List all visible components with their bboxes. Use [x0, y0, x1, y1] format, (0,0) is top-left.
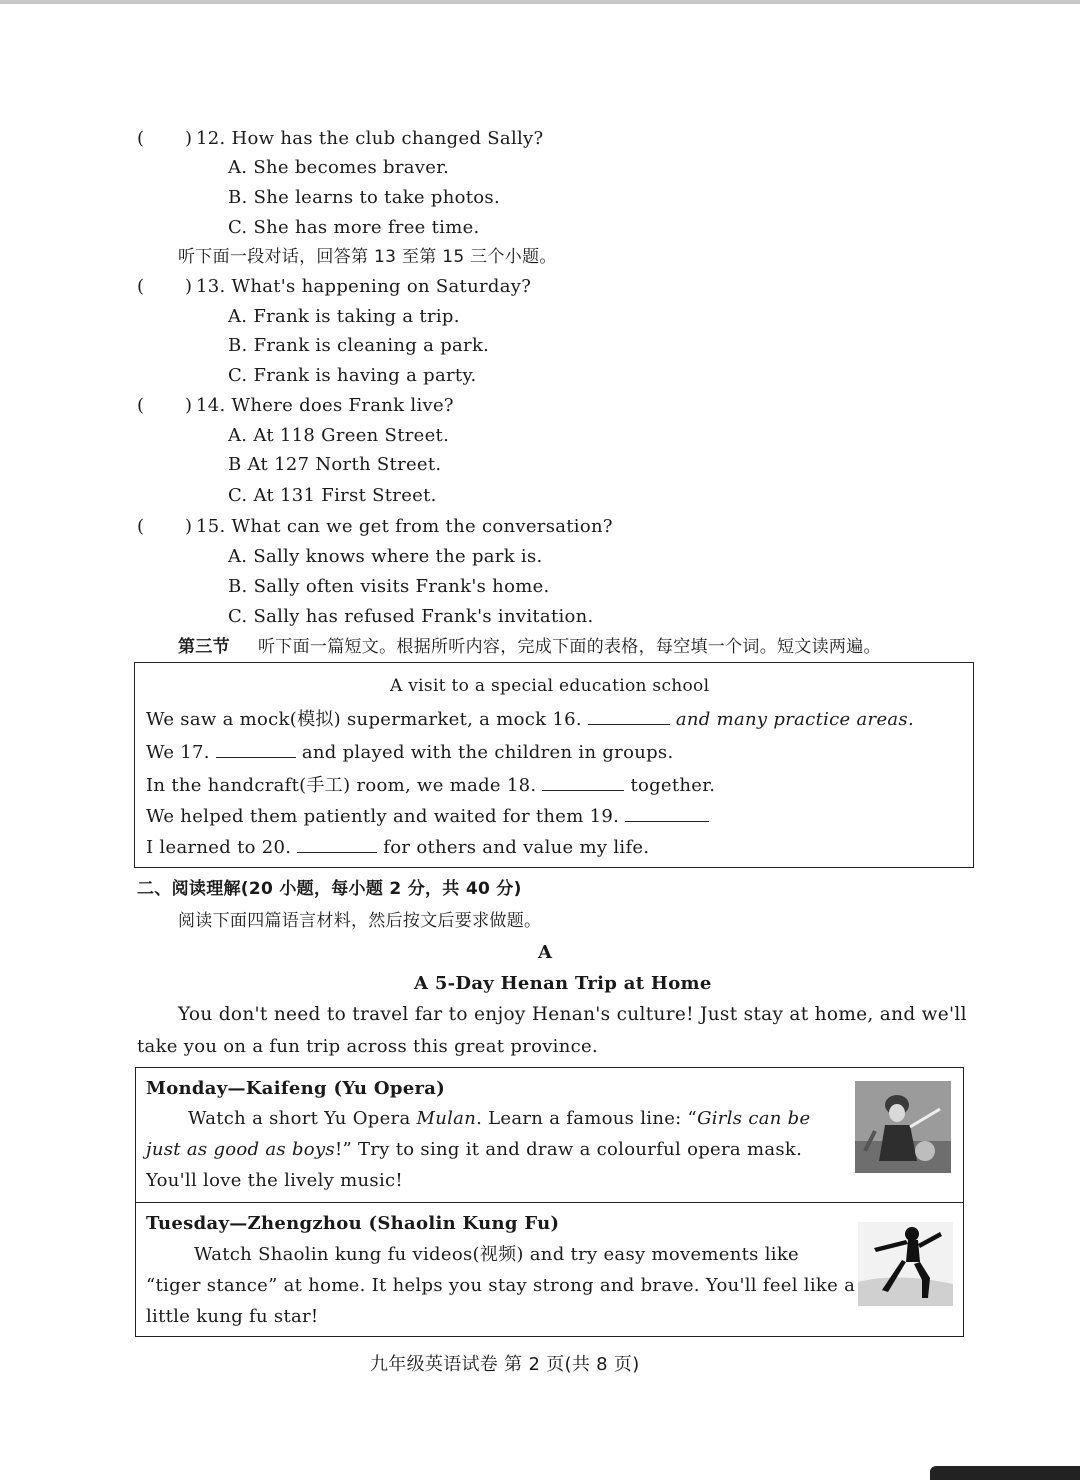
- notes-text: and many practice areas.: [675, 709, 914, 730]
- notes-text: together.: [630, 775, 716, 796]
- blank-20[interactable]: [297, 834, 377, 853]
- answer-paren-open: (: [137, 395, 145, 416]
- blank-17[interactable]: [216, 739, 296, 758]
- part2-instruction: 阅读下面四篇语言材料，然后按文后要求做题。: [178, 911, 542, 931]
- answer-paren-open: (: [137, 276, 145, 297]
- option: A. Frank is taking a trip.: [228, 306, 460, 327]
- monday-text: just as good as boys: [146, 1139, 335, 1160]
- notes-line-19: [146, 803, 715, 828]
- tuesday-line-1: Watch Shaolin kung fu videos(视频) and try easy movements like: [194, 1244, 799, 1265]
- option: B. Frank is cleaning a park.: [228, 335, 490, 356]
- option: C. At 131 First Street.: [228, 485, 437, 506]
- passage-intro-1: You don't need to travel far to enjoy Henan's culture! Just stay at home, and we'll: [178, 1004, 967, 1025]
- option: B. She learns to take photos.: [228, 187, 500, 208]
- day-heading-tuesday: Tuesday—Zhengzhou (Shaolin Kung Fu): [146, 1213, 560, 1234]
- question-stem: 14. Where does Frank live?: [196, 395, 454, 416]
- passage-intro-2: take you on a fun trip across this great province.: [137, 1036, 598, 1057]
- notes-line-17: [146, 739, 674, 764]
- blank-18[interactable]: [542, 772, 624, 791]
- notes-line-20: [146, 834, 649, 859]
- answer-paren-open: (: [137, 128, 145, 149]
- option: C. She has more free time.: [228, 217, 480, 238]
- notes-text: We 17.: [146, 742, 210, 763]
- answer-paren-close: ): [185, 128, 193, 149]
- option: C. Frank is having a party.: [228, 365, 477, 386]
- option: A. At 118 Green Street.: [228, 425, 450, 446]
- section3-instruction: 听下面一篇短文。根据所听内容，完成下面的表格，每空填一个词。短文读两遍。: [258, 637, 881, 657]
- notes-text: We helped them patiently and waited for them 19.: [146, 806, 620, 827]
- blank-19[interactable]: [625, 803, 709, 822]
- monday-line-2: [146, 1139, 802, 1161]
- option: B. Sally often visits Frank's home.: [228, 576, 550, 597]
- top-edge-bar: [0, 0, 1080, 4]
- notes-text: and played with the children in groups.: [301, 742, 674, 763]
- passage-title: A 5-Day Henan Trip at Home: [414, 973, 712, 994]
- page-footer: 九年级英语试卷 第 2 页(共 8 页): [370, 1354, 640, 1375]
- question-stem: 12. How has the club changed Sally?: [196, 128, 544, 149]
- option: A. She becomes braver.: [228, 157, 450, 178]
- question-stem: 15. What can we get from the conversation?: [196, 516, 613, 537]
- answer-paren-close: ): [185, 516, 193, 537]
- notes-text: In the handcraft(手工) room, we made 18.: [146, 775, 537, 796]
- question-stem: 13. What's happening on Saturday?: [196, 276, 532, 297]
- monday-line-3: You'll love the lively music!: [146, 1170, 403, 1191]
- notes-line-18: [146, 772, 715, 797]
- notes-text: for others and value my life.: [383, 837, 650, 858]
- monday-text: !” Try to sing it and draw a colourful opera mask.: [334, 1139, 803, 1160]
- section3-label: 第三节: [178, 637, 230, 657]
- kung-fu-image: [858, 1222, 953, 1306]
- notes-text: We saw a mock(模拟) supermarket, a mock 16.: [146, 709, 582, 730]
- notes-line-16: [146, 706, 914, 731]
- day-heading-monday: Monday—Kaifeng (Yu Opera): [146, 1078, 446, 1099]
- tuesday-line-3: little kung fu star!: [146, 1306, 319, 1327]
- opera-performer-image: [855, 1081, 951, 1173]
- notes-text: I learned to 20.: [146, 837, 292, 858]
- instruction-13-15: 听下面一段对话，回答第 13 至第 15 三个小题。: [178, 247, 557, 267]
- answer-paren-close: ): [185, 395, 193, 416]
- part2-heading: 二、阅读理解(20 小题，每小题 2 分，共 40 分): [137, 879, 522, 899]
- tuesday-line-2: “tiger stance” at home. It helps you stay strong and brave. You'll feel like a: [146, 1275, 856, 1296]
- blank-16[interactable]: [588, 706, 670, 725]
- monday-text: Mulan: [416, 1108, 477, 1129]
- answer-paren-open: (: [137, 516, 145, 537]
- option: A. Sally knows where the park is.: [228, 546, 543, 567]
- notes-title: A visit to a special education school: [390, 676, 710, 696]
- monday-text: . Learn a famous line: “: [476, 1108, 698, 1129]
- option: B At 127 North Street.: [228, 454, 442, 475]
- passage-letter: A: [538, 942, 553, 963]
- monday-text: Girls can be: [697, 1108, 811, 1129]
- answer-paren-close: ): [185, 276, 193, 297]
- monday-text: Watch a short Yu Opera: [188, 1108, 417, 1129]
- monday-line-1: [188, 1108, 810, 1130]
- option: C. Sally has refused Frank's invitation.: [228, 606, 594, 627]
